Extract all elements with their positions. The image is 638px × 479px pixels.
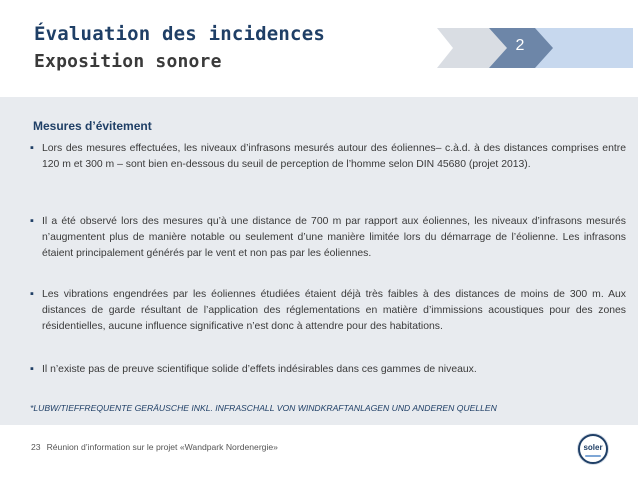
bullet-icon: ▪	[30, 142, 34, 154]
page-number: 23	[31, 442, 41, 452]
bullet-text-2: Il a été observé lors des mesures qu’à une distance de 700 m par rapport aux éoliennes, les niveaux d’infrasons mesurés n’augmentent plus de manière notable ou seulement d’une manière limitée lors du démarrage de l’éolienne. Les infrasons étaient principalement générés par le vent et non pas par les éoliennes.	[42, 216, 626, 259]
footer-text-group	[31, 442, 278, 452]
footer-caption: Réunion d’information sur le projet «Wandpark Nordenergie»	[46, 442, 278, 452]
bullet-item-2	[30, 213, 626, 262]
slide-title: Évaluation des incidences	[34, 23, 325, 45]
footnote: *LUBW/TIEFFREQUENTE GERÄUSCHE INKL. INFRASCHALL VON WINDKRAFTANLAGEN UND ANDEREN QUELLEN	[30, 403, 497, 413]
bullet-item-3	[30, 286, 626, 335]
bullet-icon: ▪	[30, 215, 34, 227]
progress-active-label: 2	[515, 37, 525, 54]
slide-subtitle: Exposition sonore	[34, 51, 222, 72]
progress-chevrons	[437, 28, 633, 68]
logo-text: soler	[583, 443, 603, 452]
logo-accent	[585, 455, 601, 457]
soler-logo	[578, 434, 608, 464]
slide-footer	[0, 425, 638, 479]
bullet-text-3: Les vibrations engendrées par les éoliennes étudiées étaient déjà très faibles à des distances de moins de 300 m. Aux distances de garde résultant de l’application des réglementations en matière d’immissions acoustiques pour des zones résidentielles, aucune influence significative n’est donc à attendre pour des habitations.	[42, 289, 626, 332]
bullet-text-4: Il n’existe pas de preuve scientifique solide d’effets indésirables dans ces gammes de niveaux.	[42, 364, 477, 375]
section-title: Mesures d’évitement	[33, 119, 152, 133]
bullet-item-4	[30, 361, 626, 378]
bullet-icon: ▪	[30, 288, 34, 300]
bullet-item-1	[30, 140, 626, 173]
bullet-text-1: Lors des mesures effectuées, les niveaux d’infrasons mesurés autour des éoliennes– c.à.d. à des distances comprises entre 120 m et 300 m – sont bien en-dessous du seuil de perception de l’homme selon DIN 45680 (projet 2013).	[42, 143, 626, 170]
bullet-icon: ▪	[30, 363, 34, 375]
